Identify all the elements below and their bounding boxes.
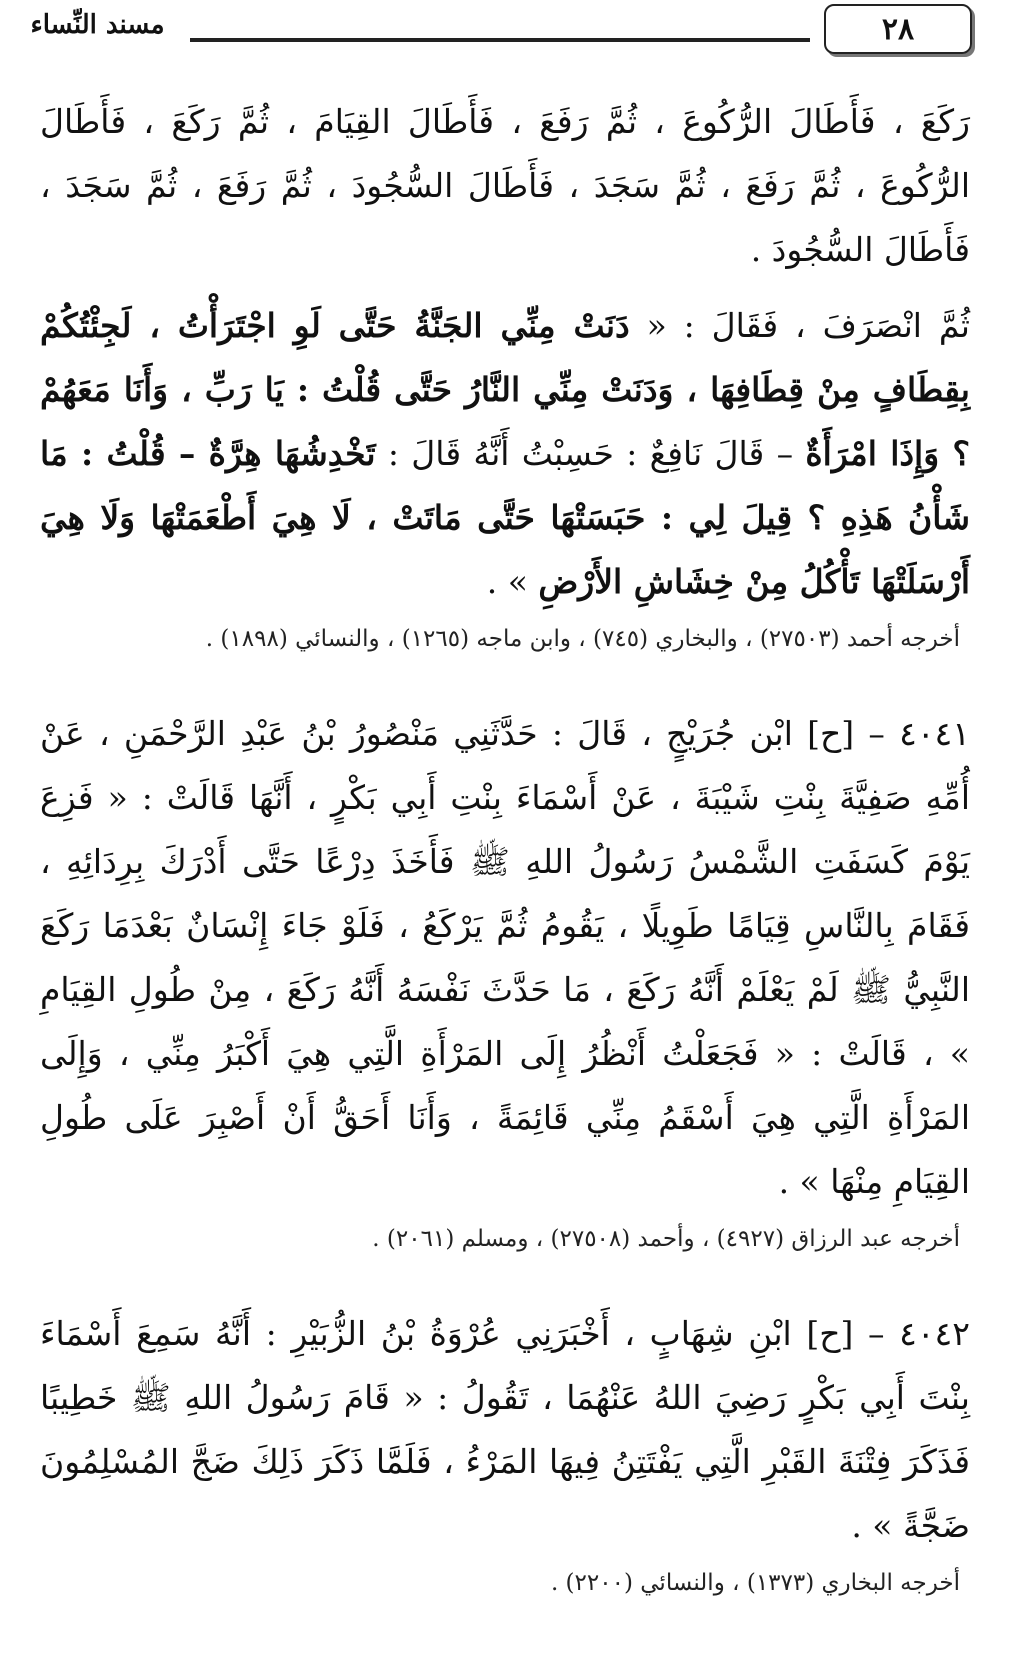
takhrij-note-1: أخرجه أحمد (٢٧٥٠٣) ، والبخاري (٧٤٥) ، وابن ماجه (١٢٦٥) ، والنسائي (١٨٩٨) . (205, 626, 960, 652)
paragraph-prophet-speech (40, 294, 970, 614)
page-header (0, 0, 1010, 60)
section-gap (40, 1258, 970, 1302)
hadith-4041: ٤٠٤١ – [ح] ابْن جُرَيْجٍ ، قَالَ : حَدَّثَنِي مَنْصُورُ بْنُ عَبْدِ الرَّحْمَنِ ، عَنْ أُمِّهِ صَفِيَّةَ بِنْتِ شَيْبَةَ ، عَنْ أَسْمَاءَ بِنْتِ أَبِي بَكْرٍ ، أَنَّهَا قَالَتْ : « فَزِعَ يَوْمَ كَسَفَتِ الشَّمْسُ رَسُولُ اللهِ ﷺ فَأَخَذَ دِرْعًا حَتَّى أَدْرَكَ بِرِدَائِهِ ، فَقَامَ بِالنَّاسِ قِيَامًا طَوِيلًا ، يَقُومُ ثُمَّ يَرْكَعُ ، فَلَوْ جَاءَ إِنْسَانٌ بَعْدَمَا رَكَعَ النَّبِيُّ ﷺ لَمْ يَعْلَمْ أَنَّهُ رَكَعَ ، مَا حَدَّثَ نَفْسَهُ أَنَّهُ رَكَعَ ، مِنْ طُولِ القِيَامِ » ، قَالَتْ : « فَجَعَلْتُ أَنْظُرُ إِلَى المَرْأَةِ الَّتِي هِيَ أَكْبَرُ مِنِّي ، وَإِلَى المَرْأَةِ الَّتِي هِيَ أَسْقَمُ مِنِّي قَائِمَةً ، وَأَنَا أَحَقُّ أَنْ أَصْبِرَ عَلَى طُولِ القِيَامِ مِنْهَا » . (40, 714, 970, 1201)
speech-end: » . (486, 562, 539, 601)
header-rule (190, 38, 810, 42)
page-number: ٢٨ (824, 4, 972, 54)
takhrij-note-4042: أخرجه البخاري (١٣٧٣) ، والنسائي (٢٢٠٠) . (550, 1570, 960, 1596)
running-title: مسند النِّساء (30, 10, 165, 40)
speech-quote-b: تَخْدِشُهَا هِرَّةٌ – قُلْتُ : مَا شَأْنُ هَذِهِ ؟ قِيلَ لِي : حَبَسَتْهَا حَتَّى مَاتَتْ ، لَا هِيَ أَطْعَمَتْهَا وَلَا هِيَ أَرْسَلَتْهَا تَأْكُلُ مِنْ خِشَاشِ الأَرْضِ (40, 434, 970, 601)
section-gap (40, 658, 970, 702)
takhrij-note-4041: أخرجه عبد الرزاق (٤٩٢٧) ، وأحمد (٢٧٥٠٨) ، ومسلم (٢٠٦١) . (372, 1226, 960, 1252)
paragraph-continuation: رَكَعَ ، فَأَطَالَ الرُّكُوعَ ، ثُمَّ رَفَعَ ، فَأَطَالَ القِيَامَ ، ثُمَّ رَكَعَ ، فَأَطَالَ الرُّكُوعَ ، ثُمَّ رَفَعَ ، ثُمَّ سَجَدَ ، فَأَطَالَ السُّجُودَ ، ثُمَّ رَفَعَ ، ثُمَّ سَجَدَ ، فَأَطَالَ السُّجُودَ . (40, 102, 970, 269)
speech-intro: ثُمَّ انْصَرَفَ ، فَقَالَ : « (629, 306, 970, 345)
speech-quote-a: دَنَتْ مِنِّي الجَنَّةُ حَتَّى لَوِ اجْتَرَأْتُ ، لَجِئْتُكُمْ بِقِطَافٍ مِنْ قِطَافِهَا ، وَدَنَتْ مِنِّي النَّارُ حَتَّى قُلْتُ : يَا رَبِّ ، وَأَنَا مَعَهُمْ ؟ وَإِذَا امْرَأَةٌ (40, 306, 970, 473)
hadith-4042: ٤٠٤٢ – [ح] ابْنِ شِهَابٍ ، أَخْبَرَنِي عُرْوَةُ بْنُ الزُّبَيْرِ : أَنَّهُ سَمِعَ أَسْمَاءَ بِنْتَ أَبِي بَكْرٍ رَضِيَ اللهُ عَنْهُمَا ، تَقُولُ : « قَامَ رَسُولُ اللهِ ﷺ خَطِيبًا فَذَكَرَ فِتْنَةَ القَبْرِ الَّتِي يَفْتَتِنُ فِيهَا المَرْءُ ، فَلَمَّا ذَكَرَ ذَلِكَ ضَجَّ المُسْلِمُونَ ضَجَّةً » . (40, 1314, 970, 1545)
narrator-interjection: – قَالَ نَافِعٌ : حَسِبْتُ أَنَّهُ قَالَ : (375, 434, 806, 473)
page-content (40, 90, 970, 1602)
